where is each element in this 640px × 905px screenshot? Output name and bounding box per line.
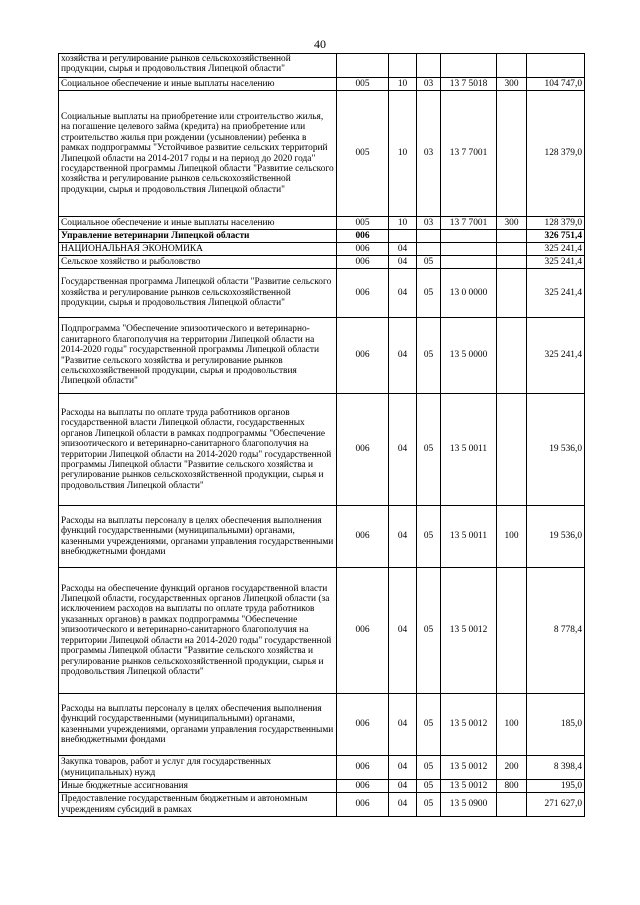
cell-sum: 185,0 [527,694,585,756]
cell-name: Иные бюджетные ассигнования [59,780,337,793]
cell-name: Предоставление государственным бюджетным и автономным учреждениям субсидий в рамках [59,793,337,817]
cell-csr: 13 5 0012 [441,568,497,694]
cell-pr: 05 [417,780,441,793]
cell-ved: 005 [337,217,389,230]
cell-csr: 13 5 0012 [441,780,497,793]
cell-sum: 19 536,0 [527,506,585,568]
table-row [59,78,585,91]
cell-vr [497,318,527,394]
table-row [59,318,585,394]
cell-name: Расходы на выплаты по оплате труда работников органов государственной власти Липецкой области, государственных органов Липецкой области в рамках подпрограммы "Обеспечение эпизоотического и ветеринарно-санитарного благополучия на территории Липецкой области на 2014-2020 годы" государственной программы Липецкой области "Развитие сельского хозяйства и регулирование рынков сельскохозяйственной продукции, сырья и продовольствия Липецкой области" [59,394,337,506]
budget-table [58,53,585,817]
cell-sum: 325 241,4 [527,256,585,269]
table-row [59,230,585,243]
cell-rz: 04 [389,269,417,318]
cell-vr [497,243,527,256]
cell-pr: 03 [417,78,441,91]
cell-pr: 05 [417,694,441,756]
cell-name: Сельское хозяйство и рыболовство [59,256,337,269]
cell-vr [497,256,527,269]
cell-rz: 04 [389,506,417,568]
cell-rz: 10 [389,78,417,91]
cell-vr: 300 [497,78,527,91]
table-row [59,256,585,269]
cell-vr [497,394,527,506]
cell-name: Расходы на обеспечение функций органов государственной власти Липецкой области, государственных органов Липецкой области (за исключением расходов на выплаты по оплате труда работников указанных органов) в рамках подпрограммы "Обеспечение эпизоотического и ветеринарно-санитарного благополучия на территории Липецкой области на 2014-2020 годы" государственной программы Липецкой области "Развитие сельского хозяйства и регулирование рынков сельскохозяйственной продукции, сырья и продовольствия Липецкой области" [59,568,337,694]
cell-name: хозяйства и регулирование рынков сельскохозяйственной продукции, сырья и продовольствия Липецкой области" [59,54,337,78]
cell-vr [497,230,527,243]
table-row [59,568,585,694]
cell-rz [389,230,417,243]
cell-name: Закупка товаров, работ и услуг для государственных (муниципальных) нужд [59,756,337,780]
cell-sum: 128 379,0 [527,91,585,217]
cell-sum [527,54,585,78]
cell-vr: 100 [497,506,527,568]
cell-rz: 04 [389,756,417,780]
cell-sum: 325 241,4 [527,269,585,318]
budget-table-body [59,54,585,817]
cell-ved: 006 [337,756,389,780]
cell-csr [441,243,497,256]
cell-ved: 006 [337,269,389,318]
cell-csr: 13 5 0011 [441,394,497,506]
cell-name: Социальные выплаты на приобретение или строительство жилья, на погашение целевого займа (кредита) на приобретение или строительство жилья при рождении (усыновлении) ребенка в рамках подпрограммы "Устойчивое развитие сельских территорий Липецкой области на 2014-2017 годы и на период до 2020 года" государственной программы Липецкой области "Развитие сельского хозяйства и регулирование рынков сельскохозяйственной продукции, сырья и продовольствия Липецкой области" [59,91,337,217]
cell-csr [441,54,497,78]
cell-vr: 100 [497,694,527,756]
table-row [59,394,585,506]
cell-rz: 10 [389,217,417,230]
cell-csr: 13 7 7001 [441,91,497,217]
cell-pr: 05 [417,756,441,780]
cell-ved: 006 [337,243,389,256]
cell-sum: 104 747,0 [527,78,585,91]
table-row [59,793,585,817]
cell-ved: 006 [337,694,389,756]
cell-name: Социальное обеспечение и иные выплаты населению [59,78,337,91]
cell-ved [337,54,389,78]
cell-rz: 10 [389,91,417,217]
cell-vr: 800 [497,780,527,793]
table-row [59,694,585,756]
cell-vr [497,793,527,817]
cell-pr: 03 [417,217,441,230]
cell-name: Управление ветеринарии Липецкой области [59,230,337,243]
table-row [59,756,585,780]
cell-ved: 006 [337,780,389,793]
cell-ved: 006 [337,568,389,694]
cell-csr: 13 5 0000 [441,318,497,394]
cell-name: НАЦИОНАЛЬНАЯ ЭКОНОМИКА [59,243,337,256]
cell-rz [389,54,417,78]
cell-rz: 04 [389,793,417,817]
cell-sum: 325 241,4 [527,243,585,256]
cell-ved: 006 [337,230,389,243]
cell-ved: 005 [337,91,389,217]
cell-rz: 04 [389,694,417,756]
cell-sum: 8 398,4 [527,756,585,780]
cell-ved: 006 [337,793,389,817]
cell-vr: 300 [497,217,527,230]
cell-ved: 006 [337,318,389,394]
cell-csr: 13 5 0900 [441,793,497,817]
cell-rz: 04 [389,256,417,269]
cell-csr: 13 0 0000 [441,269,497,318]
cell-name: Государственная программа Липецкой области "Развитие сельского хозяйства и регулирование рынков сельскохозяйственной продукции, сырья и продовольствия Липецкой области" [59,269,337,318]
table-row [59,506,585,568]
cell-pr: 05 [417,793,441,817]
cell-vr [497,54,527,78]
cell-sum: 128 379,0 [527,217,585,230]
table-row [59,243,585,256]
cell-sum: 271 627,0 [527,793,585,817]
cell-rz: 04 [389,394,417,506]
cell-name: Социальное обеспечение и иные выплаты населению [59,217,337,230]
cell-pr: 05 [417,506,441,568]
cell-ved: 006 [337,394,389,506]
cell-pr: 05 [417,256,441,269]
cell-name: Расходы на выплаты персоналу в целях обеспечения выполнения функций государственными (муниципальными) органами, казенными учреждениями, органами управления государственными внебюджетными фондами [59,694,337,756]
cell-vr [497,269,527,318]
cell-pr [417,54,441,78]
cell-pr: 05 [417,394,441,506]
cell-ved: 005 [337,78,389,91]
cell-rz: 04 [389,780,417,793]
cell-pr: 03 [417,91,441,217]
cell-rz: 04 [389,568,417,694]
cell-ved: 006 [337,256,389,269]
page-number: 40 [314,37,326,51]
cell-csr [441,256,497,269]
cell-vr: 200 [497,756,527,780]
cell-sum: 195,0 [527,780,585,793]
table-row [59,91,585,217]
cell-ved: 006 [337,506,389,568]
cell-name: Расходы на выплаты персоналу в целях обеспечения выполнения функций государственными (муниципальными) органами, казенными учреждениями, органами управления государственными внебюджетными фондами [59,506,337,568]
cell-sum: 326 751,4 [527,230,585,243]
cell-name: Подпрограмма "Обеспечение эпизоотического и ветеринарно-санитарного благополучия на территории Липецкой области на 2014-2020 годы" государственной программы Липецкой области "Развитие сельского хозяйства и регулирование рынков сельскохозяйственной продукции, сырья и продовольствия Липецкой области" [59,318,337,394]
cell-vr [497,91,527,217]
cell-rz: 04 [389,243,417,256]
table-row [59,54,585,78]
cell-pr: 05 [417,318,441,394]
cell-rz: 04 [389,318,417,394]
cell-vr [497,568,527,694]
cell-pr [417,243,441,256]
cell-pr: 05 [417,269,441,318]
cell-csr: 13 7 7001 [441,217,497,230]
cell-csr: 13 5 0012 [441,756,497,780]
cell-sum: 325 241,4 [527,318,585,394]
cell-sum: 8 778,4 [527,568,585,694]
cell-pr [417,230,441,243]
cell-pr: 05 [417,568,441,694]
table-row [59,217,585,230]
cell-csr [441,230,497,243]
cell-sum: 19 536,0 [527,394,585,506]
cell-csr: 13 5 0012 [441,694,497,756]
cell-csr: 13 7 5018 [441,78,497,91]
table-row [59,269,585,318]
table-row [59,780,585,793]
cell-csr: 13 5 0011 [441,506,497,568]
